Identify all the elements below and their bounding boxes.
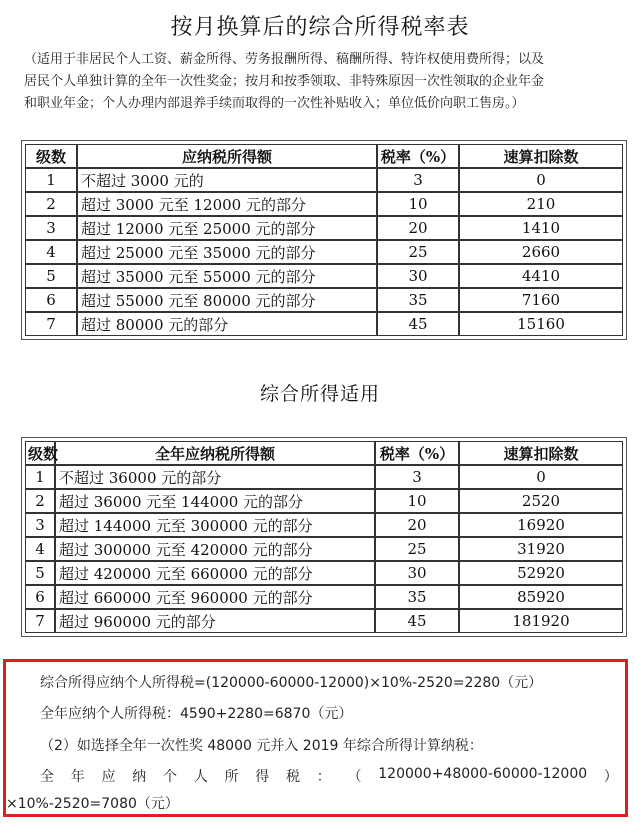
- cell-income-range: 超过 35000 元至 55000 元的部分: [77, 264, 377, 288]
- cell-level: 5: [25, 561, 55, 585]
- annual-tax-rate-table: [21, 437, 627, 637]
- header-taxable-income: 应纳税所得额: [77, 144, 377, 168]
- monthly-tax-rate-table: [21, 140, 627, 340]
- formula-part: 人: [193, 769, 208, 785]
- note-line: （适用于非居民个人工资、薪金所得、劳务报酬所得、稿酬所得、特许权使用费所得；以及: [24, 52, 545, 67]
- header-annual-taxable-income: 全年应纳税所得额: [55, 441, 375, 465]
- cell-quick-deduction: 0: [459, 465, 623, 489]
- section-subtitle: 综合所得适用: [259, 383, 380, 405]
- cell-tax-rate: 30: [375, 561, 459, 585]
- cell-income-range: 超过 3000 元至 12000 元的部分: [77, 192, 377, 216]
- table-row: [25, 609, 623, 633]
- calc-line-formula-result: ×10%-2520=7080（元）: [6, 796, 179, 812]
- cell-quick-deduction: 181920: [459, 609, 623, 633]
- cell-level: 5: [25, 264, 77, 288]
- cell-income-range: 超过 12000 元至 25000 元的部分: [77, 216, 377, 240]
- cell-level: 6: [25, 585, 55, 609]
- table-header-row: [25, 441, 623, 465]
- formula-part: 120000+48000-60000-12000: [378, 766, 588, 782]
- cell-tax-rate: 35: [377, 288, 459, 312]
- calc-line-annual-tax-formula: [40, 766, 618, 786]
- cell-level: 2: [25, 489, 55, 513]
- cell-tax-rate: 45: [375, 609, 459, 633]
- cell-tax-rate: 45: [377, 312, 459, 336]
- cell-income-range: 超过 80000 元的部分: [77, 312, 377, 336]
- header-tax-rate: 税率（%）: [377, 144, 459, 168]
- table-row: [25, 168, 623, 192]
- formula-part: 纳: [132, 769, 147, 785]
- cell-quick-deduction: 52920: [459, 561, 623, 585]
- cell-tax-rate: 3: [375, 465, 459, 489]
- table-row: [25, 216, 623, 240]
- cell-quick-deduction: 0: [459, 168, 623, 192]
- cell-level: 3: [25, 216, 77, 240]
- note-line: 和职业年金；个人办理内部退养手续而取得的一次性补贴收入；单位低价向职工售房。）: [24, 96, 525, 111]
- table-row: [25, 240, 623, 264]
- calculation-highlight-box: [3, 659, 628, 817]
- cell-level: 1: [25, 465, 55, 489]
- table-row: [25, 513, 623, 537]
- cell-quick-deduction: 2520: [459, 489, 623, 513]
- cell-tax-rate: 20: [375, 513, 459, 537]
- cell-income-range: 不超过 3000 元的: [77, 168, 377, 192]
- formula-part: （: [347, 769, 362, 785]
- table-row: [25, 561, 623, 585]
- header-tax-rate: 税率（%）: [375, 441, 459, 465]
- cell-tax-rate: 30: [377, 264, 459, 288]
- table-row: [25, 288, 623, 312]
- cell-income-range: 超过 960000 元的部分: [55, 609, 375, 633]
- table-row: [25, 465, 623, 489]
- cell-tax-rate: 25: [375, 537, 459, 561]
- cell-quick-deduction: 16920: [459, 513, 623, 537]
- formula-part: 所: [224, 769, 239, 785]
- cell-quick-deduction: 85920: [459, 585, 623, 609]
- formula-part: ：: [316, 769, 331, 785]
- cell-level: 3: [25, 513, 55, 537]
- page-title: 按月换算后的综合所得税率表: [170, 15, 470, 40]
- formula-part: ）: [603, 769, 618, 785]
- cell-income-range: 超过 144000 元至 300000 元的部分: [55, 513, 375, 537]
- table-row: [25, 192, 623, 216]
- cell-income-range: 超过 660000 元至 960000 元的部分: [55, 585, 375, 609]
- calc-line-comprehensive-tax: 综合所得应纳个人所得税=(120000-60000-12000)×10%-2520=2280（元）: [40, 675, 543, 691]
- table-header-row: [25, 144, 623, 168]
- cell-income-range: 超过 300000 元至 420000 元的部分: [55, 537, 375, 561]
- table-row: [25, 489, 623, 513]
- cell-quick-deduction: 4410: [459, 264, 623, 288]
- cell-level: 2: [25, 192, 77, 216]
- header-level: 级数: [25, 441, 55, 465]
- formula-part: 个: [163, 769, 177, 785]
- formula-part: 税: [286, 769, 300, 785]
- header-quick-deduction: 速算扣除数: [459, 144, 623, 168]
- cell-income-range: 超过 36000 元至 144000 元的部分: [55, 489, 375, 513]
- table-row: [25, 312, 623, 336]
- cell-level: 4: [25, 537, 55, 561]
- cell-tax-rate: 35: [375, 585, 459, 609]
- formula-part: 得: [255, 769, 270, 785]
- header-level: 级数: [25, 144, 77, 168]
- formula-part: 年: [70, 769, 85, 785]
- cell-quick-deduction: 7160: [459, 288, 623, 312]
- calc-line-annual-tax: 全年应纳个人所得税：4590+2280=6870（元）: [40, 706, 353, 722]
- table-row: [25, 264, 623, 288]
- cell-income-range: 超过 55000 元至 80000 元的部分: [77, 288, 377, 312]
- cell-level: 7: [25, 312, 77, 336]
- note-line: 居民个人单独计算的全年一次性奖金；按月和按季领取、非特殊原因一次性领取的企业年金: [24, 74, 545, 89]
- cell-tax-rate: 20: [377, 216, 459, 240]
- cell-quick-deduction: 15160: [459, 312, 623, 336]
- cell-quick-deduction: 210: [459, 192, 623, 216]
- formula-part: 全: [40, 769, 54, 785]
- cell-income-range: 不超过 36000 元的部分: [55, 465, 375, 489]
- cell-tax-rate: 10: [375, 489, 459, 513]
- cell-quick-deduction: 1410: [459, 216, 623, 240]
- cell-income-range: 超过 25000 元至 35000 元的部分: [77, 240, 377, 264]
- cell-tax-rate: 10: [377, 192, 459, 216]
- formula-part: 应: [101, 769, 116, 785]
- cell-quick-deduction: 31920: [459, 537, 623, 561]
- table2-body: [25, 465, 623, 633]
- applicability-note: [24, 49, 616, 115]
- cell-quick-deduction: 2660: [459, 240, 623, 264]
- cell-level: 4: [25, 240, 77, 264]
- cell-tax-rate: 3: [377, 168, 459, 192]
- cell-level: 1: [25, 168, 77, 192]
- cell-level: 7: [25, 609, 55, 633]
- table-row: [25, 585, 623, 609]
- table-row: [25, 537, 623, 561]
- cell-tax-rate: 25: [377, 240, 459, 264]
- cell-income-range: 超过 420000 元至 660000 元的部分: [55, 561, 375, 585]
- header-quick-deduction: 速算扣除数: [459, 441, 623, 465]
- calc-line-option-2: （2）如选择全年一次性奖 48000 元并入 2019 年综合所得计算纳税：: [40, 738, 483, 754]
- table1-body: [25, 168, 623, 336]
- cell-level: 6: [25, 288, 77, 312]
